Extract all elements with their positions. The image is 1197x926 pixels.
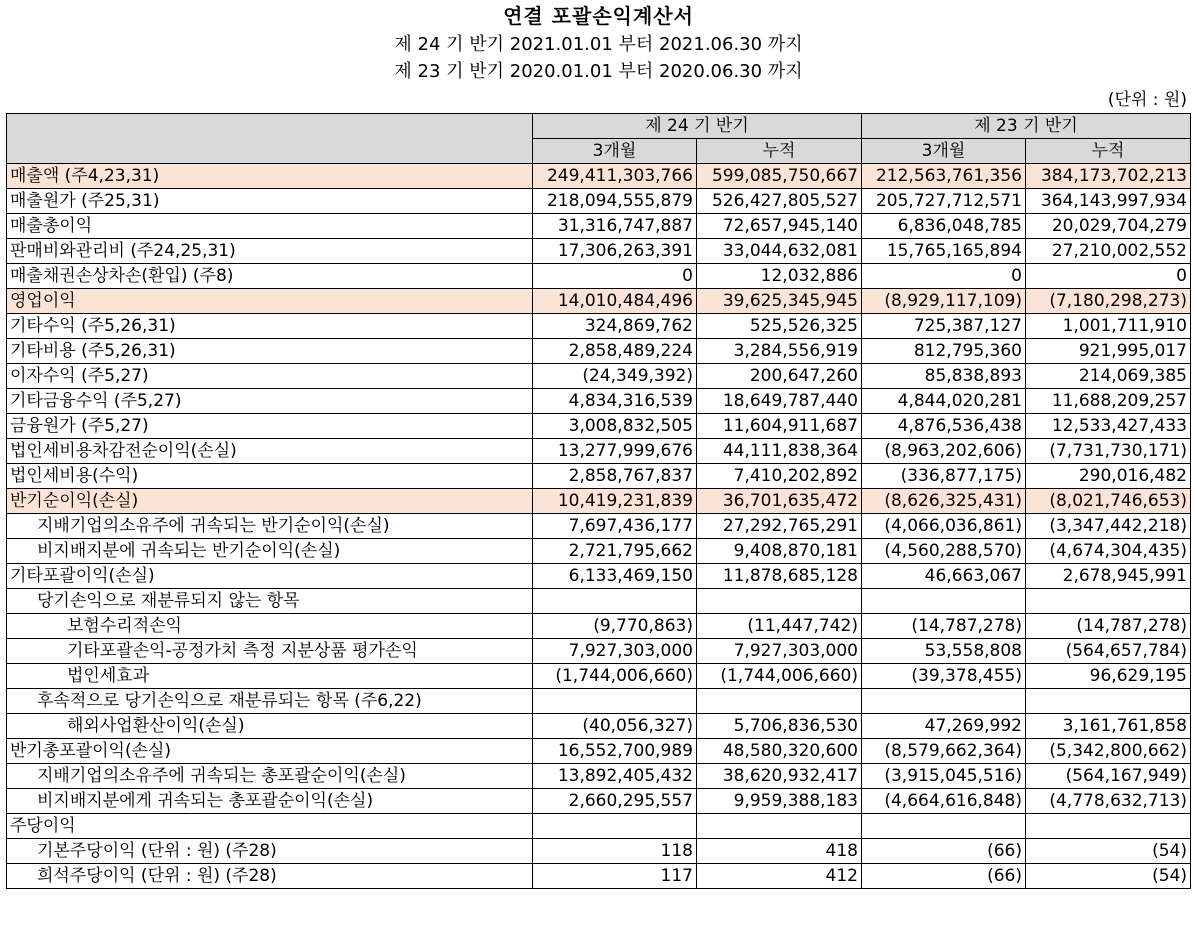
header-current-period: 제 24 기 반기 [533,114,862,139]
row-label: 기타수익 (주5,26,31) [7,314,533,339]
row-label: 지배기업의소유주에 귀속되는 총포괄순이익(손실) [7,764,533,789]
cell-prior-3m: 725,387,127 [862,314,1026,339]
cell-prior-3m: 4,844,020,281 [862,389,1026,414]
cell-prior-3m: 47,269,992 [862,714,1026,739]
row-label: 매출원가 (주25,31) [7,189,533,214]
cell-prior-cum: (564,167,949) [1026,764,1191,789]
cell-prior-cum [1026,689,1191,714]
cell-prior-3m: 85,838,893 [862,364,1026,389]
cell-current-3m: 6,133,469,150 [533,564,697,589]
cell-current-cum: 48,580,320,600 [697,739,862,764]
statement-title: 연결 포괄손익계산서 [503,4,694,28]
row-label: 희석주당이익 (단위 : 원) (주28) [7,864,533,889]
cell-prior-3m: (66) [862,839,1026,864]
table-row [7,189,1191,214]
table-row [7,839,1191,864]
cell-current-3m: 4,834,316,539 [533,389,697,414]
cell-prior-cum: (14,787,278) [1026,614,1191,639]
table-row [7,214,1191,239]
cell-current-3m: (40,056,327) [533,714,697,739]
income-statement-table [6,113,1191,889]
row-label: 법인세비용차감전순이익(손실) [7,439,533,464]
table-row [7,439,1191,464]
cell-prior-cum: 96,629,195 [1026,664,1191,689]
cell-current-cum: 599,085,750,667 [697,164,862,189]
table-row [7,514,1191,539]
cell-current-cum: 412 [697,864,862,889]
row-label: 기타포괄손익-공정가치 측정 지분상품 평가손익 [7,639,533,664]
cell-prior-cum: 11,688,209,257 [1026,389,1191,414]
table-body [7,164,1191,889]
cell-prior-cum [1026,589,1191,614]
cell-prior-cum: 0 [1026,264,1191,289]
cell-prior-cum: 20,029,704,279 [1026,214,1191,239]
cell-prior-3m: (8,963,202,606) [862,439,1026,464]
header-corner [7,114,533,164]
table-row [7,814,1191,839]
cell-current-3m: 118 [533,839,697,864]
cell-prior-3m: 205,727,712,571 [862,189,1026,214]
cell-current-cum: 5,706,836,530 [697,714,862,739]
cell-prior-cum: (5,342,800,662) [1026,739,1191,764]
table-row [7,739,1191,764]
row-label: 기타포괄이익(손실) [7,564,533,589]
table-row [7,714,1191,739]
cell-prior-3m: (8,579,662,364) [862,739,1026,764]
table-row [7,689,1191,714]
period-prior: 제 23 기 반기 2020.01.01 부터 2020.06.30 까지 [394,61,803,82]
header-current-3m: 3개월 [533,139,697,164]
cell-current-3m: 31,316,747,887 [533,214,697,239]
cell-current-3m: (9,770,863) [533,614,697,639]
row-label: 매출채권손상차손(환입) (주8) [7,264,533,289]
cell-current-3m [533,689,697,714]
cell-prior-cum: 12,533,427,433 [1026,414,1191,439]
cell-prior-cum: 364,143,997,934 [1026,189,1191,214]
cell-prior-3m: 6,836,048,785 [862,214,1026,239]
cell-prior-cum: (4,674,304,435) [1026,539,1191,564]
row-label: 영업이익 [7,289,533,314]
cell-prior-3m: (4,560,288,570) [862,539,1026,564]
unit-label: (단위 : 원) [1107,90,1187,110]
cell-current-3m: 117 [533,864,697,889]
cell-prior-cum [1026,814,1191,839]
cell-current-cum: 9,408,870,181 [697,539,862,564]
cell-prior-3m: (8,626,325,431) [862,489,1026,514]
cell-current-3m: 7,927,303,000 [533,639,697,664]
cell-current-cum [697,814,862,839]
cell-current-3m: (1,744,006,660) [533,664,697,689]
row-label: 반기순이익(손실) [7,489,533,514]
table-row [7,314,1191,339]
cell-prior-3m: 15,765,165,894 [862,239,1026,264]
cell-current-cum: (11,447,742) [697,614,862,639]
table-row [7,239,1191,264]
row-label: 보험수리적손익 [7,614,533,639]
table-row [7,764,1191,789]
table-row [7,539,1191,564]
cell-current-cum: 418 [697,839,862,864]
cell-current-3m: 13,277,999,676 [533,439,697,464]
cell-current-3m [533,814,697,839]
cell-current-3m: 16,552,700,989 [533,739,697,764]
row-label: 기타비용 (주5,26,31) [7,339,533,364]
cell-prior-cum: (7,180,298,273) [1026,289,1191,314]
row-label: 후속적으로 당기손익으로 재분류되는 항목 (주6,22) [7,689,533,714]
cell-prior-3m: (8,929,117,109) [862,289,1026,314]
cell-current-cum: 44,111,838,364 [697,439,862,464]
cell-prior-3m: 53,558,808 [862,639,1026,664]
cell-prior-3m: (4,664,616,848) [862,789,1026,814]
table-row [7,564,1191,589]
cell-prior-cum: (564,657,784) [1026,639,1191,664]
row-label: 비지배지분에게 귀속되는 총포괄순이익(손실) [7,789,533,814]
row-label: 매출총이익 [7,214,533,239]
cell-current-cum: (1,744,006,660) [697,664,862,689]
table-row [7,664,1191,689]
period-current: 제 24 기 반기 2021.01.01 부터 2021.06.30 까지 [394,34,803,55]
cell-current-cum: 18,649,787,440 [697,389,862,414]
cell-prior-3m [862,689,1026,714]
cell-current-cum: 12,032,886 [697,264,862,289]
cell-current-3m: 2,721,795,662 [533,539,697,564]
cell-current-cum: 72,657,945,140 [697,214,862,239]
cell-prior-cum: (3,347,442,218) [1026,514,1191,539]
cell-prior-3m: (4,066,036,861) [862,514,1026,539]
cell-current-cum: 33,044,632,081 [697,239,862,264]
cell-current-3m: 7,697,436,177 [533,514,697,539]
cell-prior-3m: 46,663,067 [862,564,1026,589]
table-row [7,489,1191,514]
cell-current-3m: 2,858,767,837 [533,464,697,489]
row-label: 매출액 (주4,23,31) [7,164,533,189]
table-row [7,589,1191,614]
row-label: 판매비와관리비 (주24,25,31) [7,239,533,264]
table-row [7,789,1191,814]
table-row [7,464,1191,489]
table-row [7,389,1191,414]
cell-prior-cum: 2,678,945,991 [1026,564,1191,589]
cell-current-cum: 9,959,388,183 [697,789,862,814]
cell-current-cum: 7,410,202,892 [697,464,862,489]
cell-prior-cum: 27,210,002,552 [1026,239,1191,264]
cell-current-3m: 0 [533,264,697,289]
cell-current-3m: 10,419,231,839 [533,489,697,514]
table-row [7,289,1191,314]
header-current-cum: 누적 [697,139,862,164]
cell-current-cum: 7,927,303,000 [697,639,862,664]
cell-current-cum: 200,647,260 [697,364,862,389]
row-label: 해외사업환산이익(손실) [7,714,533,739]
cell-current-cum [697,689,862,714]
cell-current-cum: 38,620,932,417 [697,764,862,789]
row-label: 이자수익 (주5,27) [7,364,533,389]
row-label: 법인세비용(수익) [7,464,533,489]
row-label: 금융원가 (주5,27) [7,414,533,439]
cell-current-cum: 11,604,911,687 [697,414,862,439]
cell-prior-3m: (14,787,278) [862,614,1026,639]
cell-prior-3m: (336,877,175) [862,464,1026,489]
cell-prior-cum: (54) [1026,839,1191,864]
cell-prior-cum: (7,731,730,171) [1026,439,1191,464]
header-prior-cum: 누적 [1026,139,1191,164]
cell-current-3m: 14,010,484,496 [533,289,697,314]
cell-prior-3m: (3,915,045,516) [862,764,1026,789]
header-row-groups [7,114,1191,139]
cell-current-3m: 324,869,762 [533,314,697,339]
cell-current-cum: 526,427,805,527 [697,189,862,214]
row-label: 지배기업의소유주에 귀속되는 반기순이익(손실) [7,514,533,539]
cell-current-cum: 525,526,325 [697,314,862,339]
row-label: 법인세효과 [7,664,533,689]
cell-prior-3m: 0 [862,264,1026,289]
cell-prior-cum: 921,995,017 [1026,339,1191,364]
cell-prior-3m: (66) [862,864,1026,889]
cell-current-3m: 218,094,555,879 [533,189,697,214]
cell-current-cum: 36,701,635,472 [697,489,862,514]
row-label: 비지배지분에 귀속되는 반기순이익(손실) [7,539,533,564]
row-label: 주당이익 [7,814,533,839]
cell-current-3m: (24,349,392) [533,364,697,389]
cell-current-3m [533,589,697,614]
cell-current-3m: 13,892,405,432 [533,764,697,789]
cell-prior-cum: 290,016,482 [1026,464,1191,489]
header-prior-period: 제 23 기 반기 [862,114,1191,139]
table-row [7,164,1191,189]
cell-prior-cum: 3,161,761,858 [1026,714,1191,739]
cell-prior-cum: 1,001,711,910 [1026,314,1191,339]
cell-prior-cum: 214,069,385 [1026,364,1191,389]
cell-prior-cum: (54) [1026,864,1191,889]
cell-current-3m: 3,008,832,505 [533,414,697,439]
cell-current-3m: 17,306,263,391 [533,239,697,264]
cell-current-cum: 3,284,556,919 [697,339,862,364]
cell-current-3m: 2,858,489,224 [533,339,697,364]
row-label: 기본주당이익 (단위 : 원) (주28) [7,839,533,864]
row-label: 기타금융수익 (주5,27) [7,389,533,414]
table-row [7,364,1191,389]
cell-prior-cum: 384,173,702,213 [1026,164,1191,189]
table-row [7,614,1191,639]
cell-prior-3m: (39,378,455) [862,664,1026,689]
table-row [7,414,1191,439]
cell-prior-cum: (4,778,632,713) [1026,789,1191,814]
cell-current-cum: 39,625,345,945 [697,289,862,314]
cell-prior-3m: 812,795,360 [862,339,1026,364]
cell-current-cum [697,589,862,614]
cell-prior-3m: 212,563,761,356 [862,164,1026,189]
cell-current-cum: 27,292,765,291 [697,514,862,539]
cell-current-3m: 249,411,303,766 [533,164,697,189]
row-label: 당기손익으로 재분류되지 않는 항목 [7,589,533,614]
table-row [7,639,1191,664]
cell-prior-3m [862,814,1026,839]
cell-current-cum: 11,878,685,128 [697,564,862,589]
table-row [7,264,1191,289]
cell-prior-3m [862,589,1026,614]
table-row [7,339,1191,364]
cell-prior-cum: (8,021,746,653) [1026,489,1191,514]
row-label: 반기총포괄이익(손실) [7,739,533,764]
header-prior-3m: 3개월 [862,139,1026,164]
table-row [7,864,1191,889]
cell-prior-3m: 4,876,536,438 [862,414,1026,439]
cell-current-3m: 2,660,295,557 [533,789,697,814]
